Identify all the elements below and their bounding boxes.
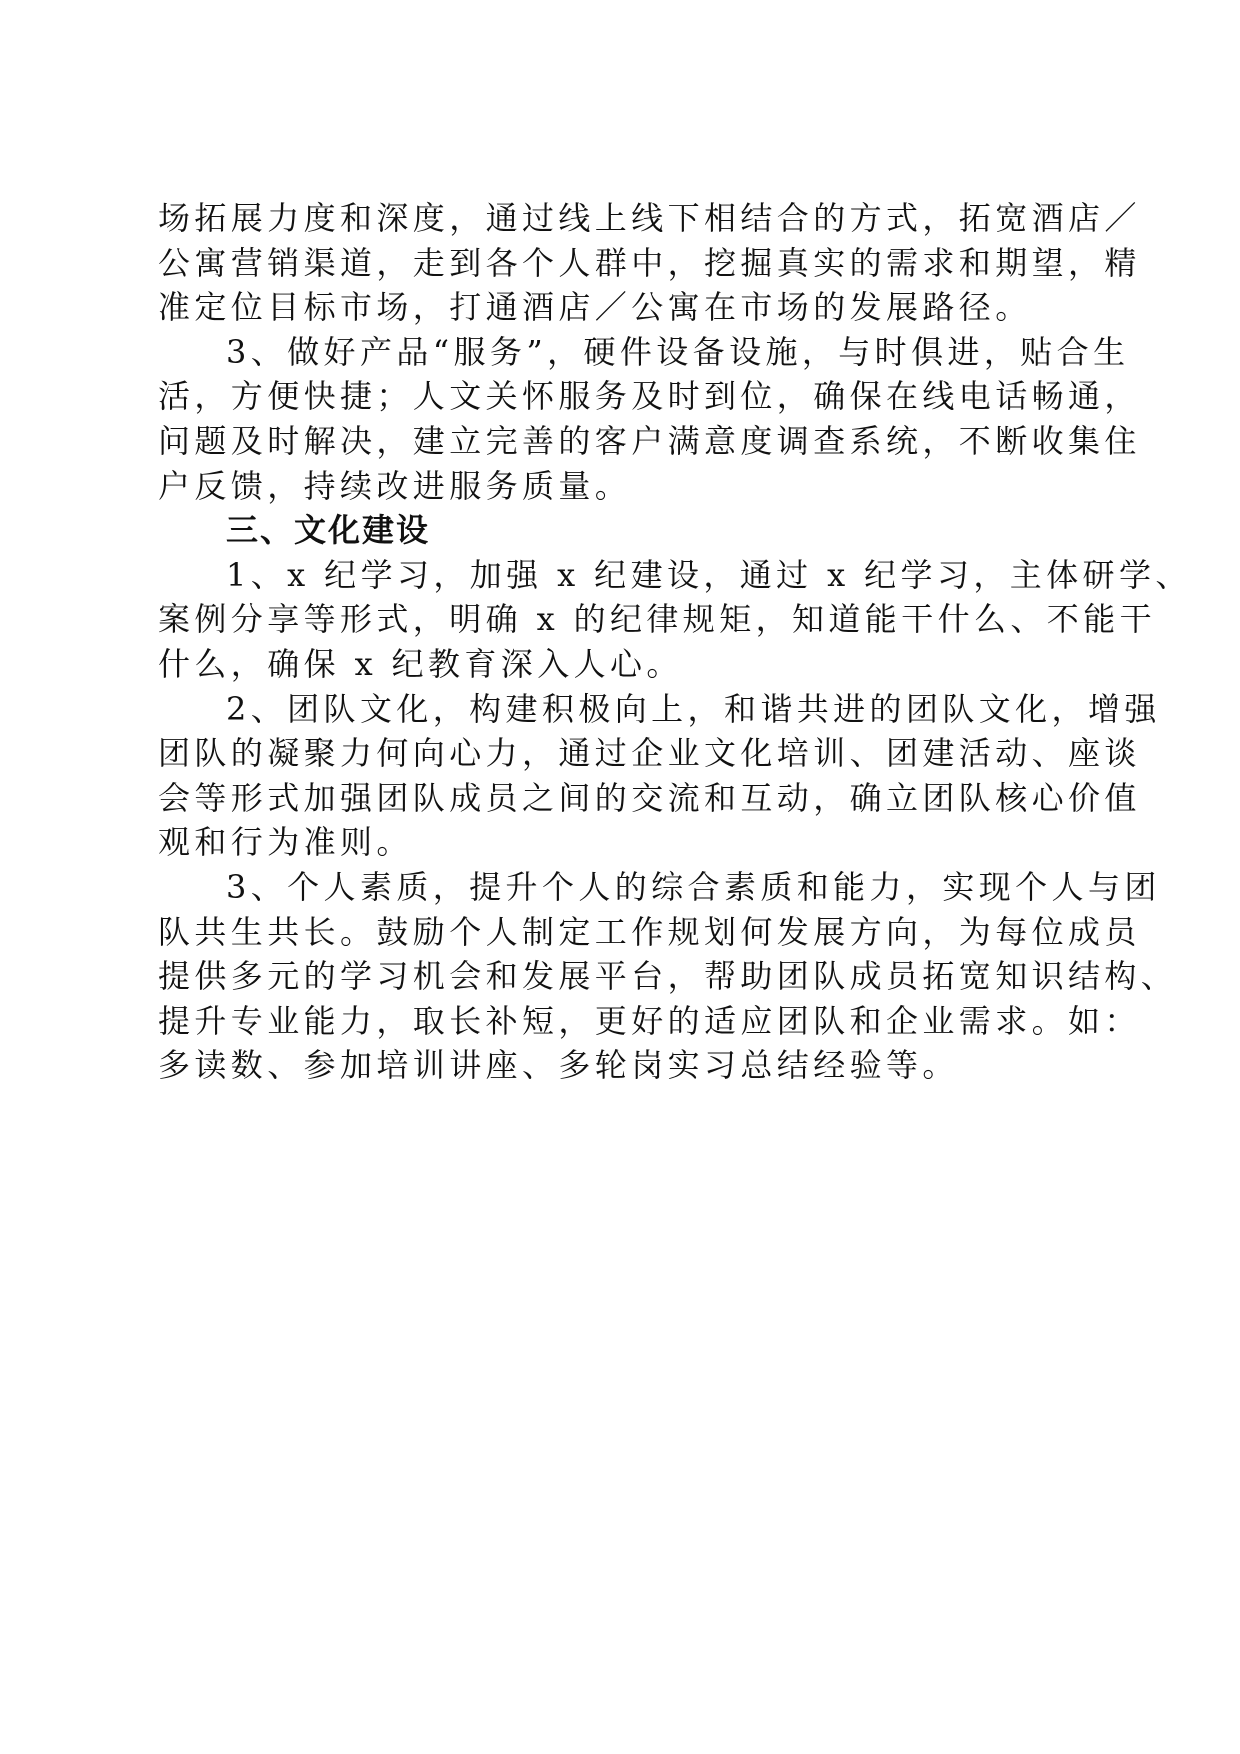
paragraph-market-expansion: [158, 196, 1141, 330]
text-line: 提供多元的学习机会和发展平台，帮助团队成员拓宽知识结构、: [158, 957, 1178, 996]
paragraph-personal-quality: [158, 865, 1178, 1088]
text-line: 准定位目标市场，打通酒店／公寓在市场的发展路径。: [158, 288, 1032, 327]
text-line: 什么，确保 x 纪教育深入人心。: [158, 644, 683, 683]
text-line: 团队的凝聚力何向心力，通过企业文化培训、团建活动、座谈: [158, 734, 1141, 773]
text-line: 观和行为准则。: [158, 823, 413, 862]
text-line: 场拓展力度和深度，通过线上线下相结合的方式，拓宽酒店／: [158, 199, 1141, 237]
text-line: 问题及时解决，建立完善的客户满意度调查系统，不断收集住: [158, 421, 1141, 460]
text-line: 户反馈，持续改进服务质量。: [158, 466, 632, 505]
text-line: 提升专业能力，取长补短，更好的适应团队和企业需求。如：: [158, 1001, 1141, 1040]
text-line: 活，方便快捷；人文关怀服务及时到位，确保在线电话畅通，: [158, 377, 1141, 416]
text-line: 会等形式加强团队成员之间的交流和互动，确立团队核心价值: [158, 778, 1141, 817]
paragraph-team-culture: [158, 687, 1161, 865]
paragraph-service: [158, 330, 1141, 508]
text-line: 2、团队文化，构建积极向上，和谐共进的团队文化，增强: [226, 689, 1161, 728]
section-title: 三、文化建设: [226, 511, 431, 550]
text-line: 公寓营销渠道，走到各个人群中，挖掘真实的需求和期望，精: [158, 243, 1141, 282]
text-line: 3、做好产品“服务”，硬件设备设施，与时俱进，贴合生: [226, 332, 1130, 371]
text-line: 3、个人素质，提升个人的综合素质和能力，实现个人与团: [226, 867, 1161, 906]
paragraph-discipline-study: [158, 553, 1192, 687]
text-line: 队共生共长。鼓励个人制定工作规划何发展方向，为每位成员: [158, 912, 1141, 951]
section-heading-culture: [158, 508, 1078, 553]
text-line: 1、x 纪学习，加强 x 纪建设，通过 x 纪学习，主体研学、: [226, 555, 1192, 594]
text-line: 案例分享等形式，明确 x 的纪律规矩，知道能干什么、不能干: [158, 600, 1156, 639]
text-line: 多读数、参加培训讲座、多轮岗实习总结经验等。: [158, 1046, 959, 1085]
document-body: [158, 196, 1192, 1088]
